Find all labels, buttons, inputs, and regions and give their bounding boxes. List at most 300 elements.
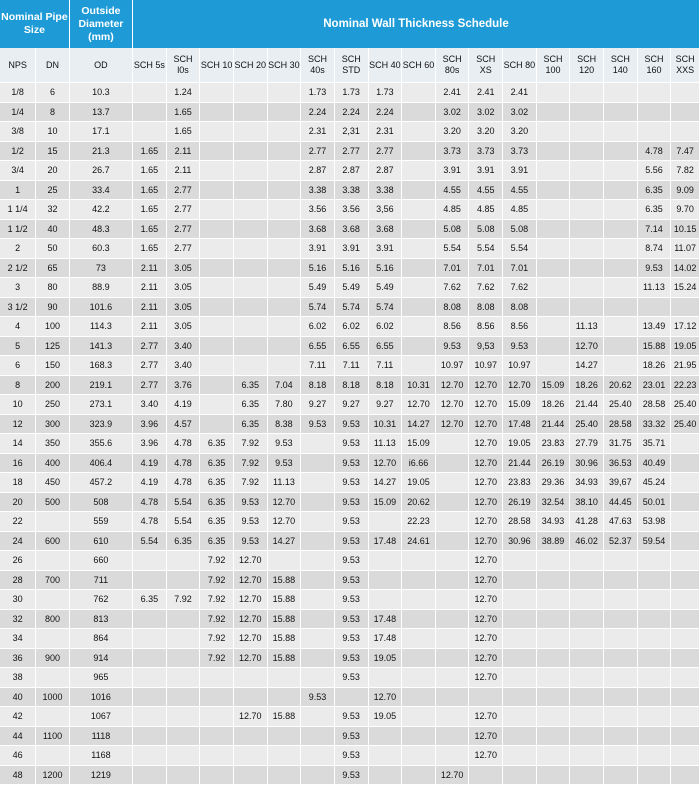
table-cell: 15.88: [267, 590, 301, 610]
table-cell: [637, 551, 671, 571]
table-cell: [36, 746, 70, 766]
table-cell: 9.53: [334, 765, 368, 785]
table-cell: 7.92: [200, 590, 234, 610]
table-cell: 1168: [69, 746, 132, 766]
table-cell: [536, 141, 570, 161]
table-cell: 2.77: [133, 375, 167, 395]
table-cell: 2.77: [133, 356, 167, 376]
table-cell: [604, 356, 638, 376]
table-cell: [671, 609, 700, 629]
table-row: [0, 122, 700, 142]
table-cell: 5.49: [334, 278, 368, 298]
table-cell: 1016: [69, 687, 132, 707]
table-cell: [301, 765, 335, 785]
table-cell: [503, 726, 537, 746]
table-cell: 12.70: [435, 414, 469, 434]
column-header-row: [0, 48, 700, 83]
table-cell: 12.70: [469, 648, 503, 668]
table-cell: 3.91: [301, 239, 335, 259]
table-cell: [536, 83, 570, 103]
table-cell: [267, 141, 301, 161]
table-cell: 17.48: [368, 609, 402, 629]
table-cell: 15.24: [671, 278, 700, 298]
table-cell: [133, 707, 167, 727]
table-cell: 7.04: [267, 375, 301, 395]
table-cell: [536, 336, 570, 356]
table-cell: 12.70: [469, 492, 503, 512]
table-cell: 10.31: [402, 375, 436, 395]
table-cell: [536, 707, 570, 727]
table-cell: 323.9: [69, 414, 132, 434]
table-cell: [536, 551, 570, 571]
table-cell: [233, 258, 267, 278]
table-cell: 9.53: [267, 434, 301, 454]
table-cell: 3.68: [301, 219, 335, 239]
table-cell: 125: [36, 336, 70, 356]
table-cell: 6.35: [637, 200, 671, 220]
table-cell: 3.73: [503, 141, 537, 161]
table-cell: [402, 707, 436, 727]
table-cell: [435, 746, 469, 766]
table-cell: [435, 531, 469, 551]
table-cell: 1.24: [166, 83, 200, 103]
table-cell: 6.55: [368, 336, 402, 356]
table-cell: [200, 278, 234, 298]
table-cell: [233, 219, 267, 239]
table-cell: [671, 473, 700, 493]
table-cell: 5.54: [503, 239, 537, 259]
table-cell: 7.92: [200, 629, 234, 649]
table-cell: 9.53: [334, 414, 368, 434]
table-cell: 4.57: [166, 414, 200, 434]
table-cell: 6.35: [233, 395, 267, 415]
table-cell: 600: [36, 531, 70, 551]
table-cell: [536, 356, 570, 376]
table-cell: [503, 551, 537, 571]
table-cell: [267, 278, 301, 298]
table-cell: [166, 668, 200, 688]
table-cell: 12.70: [435, 395, 469, 415]
table-cell: 17.12: [671, 317, 700, 337]
table-cell: 26.19: [503, 492, 537, 512]
table-cell: [536, 609, 570, 629]
table-cell: [604, 336, 638, 356]
table-cell: [536, 590, 570, 610]
table-cell: [570, 570, 604, 590]
table-cell: 12.70: [469, 590, 503, 610]
table-cell: 2.87: [368, 161, 402, 181]
table-cell: [133, 570, 167, 590]
table-cell: 40.49: [637, 453, 671, 473]
table-cell: 4.78: [166, 473, 200, 493]
table-cell: 22: [0, 512, 36, 532]
table-cell: 12.70: [469, 414, 503, 434]
table-cell: 2.87: [301, 161, 335, 181]
table-cell: 6.35: [133, 590, 167, 610]
table-cell: [671, 746, 700, 766]
table-cell: [402, 83, 436, 103]
table-cell: 3.20: [469, 122, 503, 142]
table-cell: [301, 726, 335, 746]
table-cell: [435, 726, 469, 746]
table-cell: 25.40: [671, 395, 700, 415]
table-cell: 4.78: [133, 492, 167, 512]
table-cell: [637, 746, 671, 766]
table-cell: 25.40: [671, 414, 700, 434]
table-cell: 3.96: [133, 434, 167, 454]
table-cell: 19.05: [503, 434, 537, 454]
table-cell: i6.66: [402, 453, 436, 473]
table-cell: 9.53: [334, 512, 368, 532]
table-cell: 4.19: [133, 473, 167, 493]
table-cell: 12.70: [469, 395, 503, 415]
table-cell: [267, 687, 301, 707]
table-cell: 3/4: [0, 161, 36, 181]
table-cell: [671, 726, 700, 746]
table-cell: 3.05: [166, 297, 200, 317]
table-cell: 2.24: [301, 102, 335, 122]
table-cell: 9.53: [334, 551, 368, 571]
table-cell: 2.77: [166, 219, 200, 239]
table-cell: 36: [0, 648, 36, 668]
table-cell: 9.53: [334, 668, 368, 688]
table-cell: [133, 687, 167, 707]
table-cell: [671, 102, 700, 122]
table-cell: 8.74: [637, 239, 671, 259]
table-cell: 5.54: [166, 492, 200, 512]
table-cell: 12.70: [233, 570, 267, 590]
table-cell: 10.97: [469, 356, 503, 376]
table-cell: 26.7: [69, 161, 132, 181]
table-cell: [604, 668, 638, 688]
table-cell: 12.70: [469, 629, 503, 649]
table-cell: [402, 161, 436, 181]
table-cell: 5.08: [503, 219, 537, 239]
table-cell: 15.09: [536, 375, 570, 395]
table-cell: [435, 453, 469, 473]
table-cell: 5.54: [469, 239, 503, 259]
column-header: DN: [36, 48, 70, 83]
table-cell: 5.49: [368, 278, 402, 298]
table-cell: 13.49: [637, 317, 671, 337]
table-cell: 6.02: [334, 317, 368, 337]
table-cell: 3.73: [435, 141, 469, 161]
table-cell: 7.92: [200, 648, 234, 668]
table-cell: [301, 648, 335, 668]
table-cell: 15.09: [402, 434, 436, 454]
header-row: [0, 0, 700, 48]
column-header: SCH 20: [233, 48, 267, 83]
table-cell: 1.73: [334, 83, 368, 103]
table-cell: [133, 83, 167, 103]
table-cell: 31.75: [604, 434, 638, 454]
table-cell: 30.96: [570, 453, 604, 473]
table-cell: 47.63: [604, 512, 638, 532]
table-cell: 23.83: [536, 434, 570, 454]
table-cell: 11.13: [570, 317, 604, 337]
table-cell: [267, 200, 301, 220]
table-cell: 21.3: [69, 141, 132, 161]
table-cell: [637, 102, 671, 122]
table-cell: 1.65: [133, 161, 167, 181]
table-cell: 8.56: [503, 317, 537, 337]
table-cell: [637, 765, 671, 785]
table-cell: [503, 668, 537, 688]
table-cell: [233, 687, 267, 707]
table-row: [0, 239, 700, 259]
table-cell: 18.26: [637, 356, 671, 376]
table-cell: [402, 629, 436, 649]
table-cell: 1/8: [0, 83, 36, 103]
table-cell: 900: [36, 648, 70, 668]
table-cell: [536, 629, 570, 649]
table-cell: 8.56: [435, 317, 469, 337]
table-cell: [637, 707, 671, 727]
table-cell: 11.13: [637, 278, 671, 298]
table-cell: [604, 746, 638, 766]
table-cell: [368, 512, 402, 532]
table-cell: 9.09: [671, 180, 700, 200]
table-cell: [267, 258, 301, 278]
table-cell: 2,31: [334, 122, 368, 142]
column-header: SCH 80s: [435, 48, 469, 83]
table-cell: 8: [0, 375, 36, 395]
table-cell: 300: [36, 414, 70, 434]
table-cell: 200: [36, 375, 70, 395]
table-cell: 4.78: [166, 434, 200, 454]
column-header: SCH XS: [469, 48, 503, 83]
table-cell: 15.88: [267, 648, 301, 668]
table-cell: 6.02: [301, 317, 335, 337]
table-cell: 5.08: [435, 219, 469, 239]
table-cell: 32: [0, 609, 36, 629]
table-cell: [604, 102, 638, 122]
table-cell: 8.08: [435, 297, 469, 317]
table-cell: [604, 707, 638, 727]
table-row: [0, 512, 700, 532]
table-cell: 17.48: [368, 629, 402, 649]
table-cell: 2.31: [368, 122, 402, 142]
table-cell: [368, 726, 402, 746]
table-cell: [435, 473, 469, 493]
table-cell: [570, 551, 604, 571]
table-cell: 9.53: [435, 336, 469, 356]
table-cell: [503, 687, 537, 707]
table-cell: [267, 317, 301, 337]
table-cell: [604, 239, 638, 259]
table-cell: 88.9: [69, 278, 132, 298]
table-row: [0, 570, 700, 590]
table-cell: [166, 726, 200, 746]
table-cell: 14.27: [402, 414, 436, 434]
column-header: OD: [69, 48, 132, 83]
table-cell: 350: [36, 434, 70, 454]
table-cell: [503, 746, 537, 766]
table-cell: [133, 648, 167, 668]
table-cell: [570, 746, 604, 766]
table-cell: 168.3: [69, 356, 132, 376]
table-cell: 40: [36, 219, 70, 239]
table-cell: 700: [36, 570, 70, 590]
table-cell: [233, 278, 267, 298]
table-cell: 4.85: [503, 200, 537, 220]
table-cell: 3.38: [301, 180, 335, 200]
table-cell: 7.92: [166, 590, 200, 610]
table-cell: [604, 258, 638, 278]
table-cell: [36, 512, 70, 532]
table-cell: [435, 707, 469, 727]
table-cell: [200, 161, 234, 181]
table-cell: 39,67: [604, 473, 638, 493]
table-cell: 1.65: [133, 219, 167, 239]
table-cell: 12.70: [267, 512, 301, 532]
column-header: SCH 10: [200, 48, 234, 83]
table-cell: 9.53: [233, 492, 267, 512]
table-cell: 28.58: [637, 395, 671, 415]
table-cell: [536, 765, 570, 785]
table-cell: 2.11: [133, 317, 167, 337]
table-cell: 3.20: [435, 122, 469, 142]
table-cell: 9.27: [334, 395, 368, 415]
table-cell: [570, 239, 604, 259]
table-cell: 1100: [36, 726, 70, 746]
table-cell: [368, 668, 402, 688]
table-cell: 7.92: [233, 473, 267, 493]
table-cell: 60.3: [69, 239, 132, 259]
table-cell: [671, 551, 700, 571]
table-cell: 12.70: [469, 746, 503, 766]
table-cell: [301, 629, 335, 649]
table-cell: [368, 590, 402, 610]
table-cell: 6.35: [200, 473, 234, 493]
table-cell: 1200: [36, 765, 70, 785]
table-row: [0, 687, 700, 707]
table-cell: 12.70: [267, 492, 301, 512]
table-cell: 34: [0, 629, 36, 649]
table-cell: 12.70: [469, 473, 503, 493]
table-cell: 12.70: [233, 590, 267, 610]
table-cell: 35.71: [637, 434, 671, 454]
table-cell: 3.91: [469, 161, 503, 181]
table-row: [0, 648, 700, 668]
table-cell: [435, 648, 469, 668]
table-cell: 9.27: [301, 395, 335, 415]
table-cell: 73: [69, 258, 132, 278]
table-cell: [637, 609, 671, 629]
table-cell: 26: [0, 551, 36, 571]
table-cell: 5.74: [334, 297, 368, 317]
table-cell: [301, 434, 335, 454]
table-cell: 2.77: [166, 200, 200, 220]
table-cell: 21.44: [536, 414, 570, 434]
table-cell: 9,53: [469, 336, 503, 356]
table-cell: [233, 356, 267, 376]
table-cell: [637, 648, 671, 668]
table-cell: 3.20: [503, 122, 537, 142]
table-cell: 25.40: [570, 414, 604, 434]
table-cell: 9.27: [368, 395, 402, 415]
table-cell: 7.11: [368, 356, 402, 376]
table-cell: 2: [0, 239, 36, 259]
table-row: [0, 492, 700, 512]
table-cell: [637, 297, 671, 317]
table-cell: 4.19: [166, 395, 200, 415]
table-cell: [435, 687, 469, 707]
table-cell: [133, 609, 167, 629]
table-cell: 21.44: [570, 395, 604, 415]
table-cell: [133, 122, 167, 142]
table-cell: [671, 297, 700, 317]
table-cell: [435, 629, 469, 649]
table-row: [0, 102, 700, 122]
table-cell: [570, 297, 604, 317]
table-cell: 15.88: [267, 609, 301, 629]
table-cell: [200, 687, 234, 707]
table-cell: 3,56: [368, 200, 402, 220]
table-cell: [166, 648, 200, 668]
table-cell: 9.53: [334, 629, 368, 649]
table-cell: 6.35: [637, 180, 671, 200]
table-cell: [536, 746, 570, 766]
table-cell: [503, 707, 537, 727]
table-cell: [233, 726, 267, 746]
table-cell: [435, 492, 469, 512]
table-cell: 12.70: [368, 453, 402, 473]
table-cell: [604, 648, 638, 668]
table-cell: 6.35: [200, 512, 234, 532]
table-row: [0, 590, 700, 610]
table-cell: [233, 239, 267, 259]
table-cell: [570, 161, 604, 181]
table-cell: 10.97: [435, 356, 469, 376]
table-cell: 50: [36, 239, 70, 259]
table-cell: [301, 453, 335, 473]
table-cell: 23.01: [637, 375, 671, 395]
table-row: [0, 609, 700, 629]
table-cell: 28.58: [503, 512, 537, 532]
table-cell: [267, 219, 301, 239]
table-cell: 141.3: [69, 336, 132, 356]
table-cell: [671, 453, 700, 473]
table-row: [0, 141, 700, 161]
table-row: [0, 258, 700, 278]
table-cell: 3.38: [334, 180, 368, 200]
table-cell: 15.88: [267, 629, 301, 649]
table-cell: 14.27: [368, 473, 402, 493]
table-cell: [570, 648, 604, 668]
table-cell: [402, 648, 436, 668]
table-cell: 12.70: [435, 765, 469, 785]
table-cell: 8.18: [334, 375, 368, 395]
table-cell: 1.65: [133, 200, 167, 220]
table-cell: [503, 590, 537, 610]
table-cell: [402, 336, 436, 356]
table-cell: 762: [69, 590, 132, 610]
table-row: [0, 200, 700, 220]
table-cell: [570, 102, 604, 122]
table-cell: 48.3: [69, 219, 132, 239]
table-cell: 9.53: [301, 414, 335, 434]
table-cell: 9.53: [334, 492, 368, 512]
table-cell: [637, 83, 671, 103]
table-cell: 34.93: [536, 512, 570, 532]
table-cell: [536, 297, 570, 317]
table-cell: 38: [0, 668, 36, 688]
table-cell: [200, 765, 234, 785]
table-cell: [200, 668, 234, 688]
table-cell: 19.05: [368, 707, 402, 727]
table-cell: 36.53: [604, 453, 638, 473]
